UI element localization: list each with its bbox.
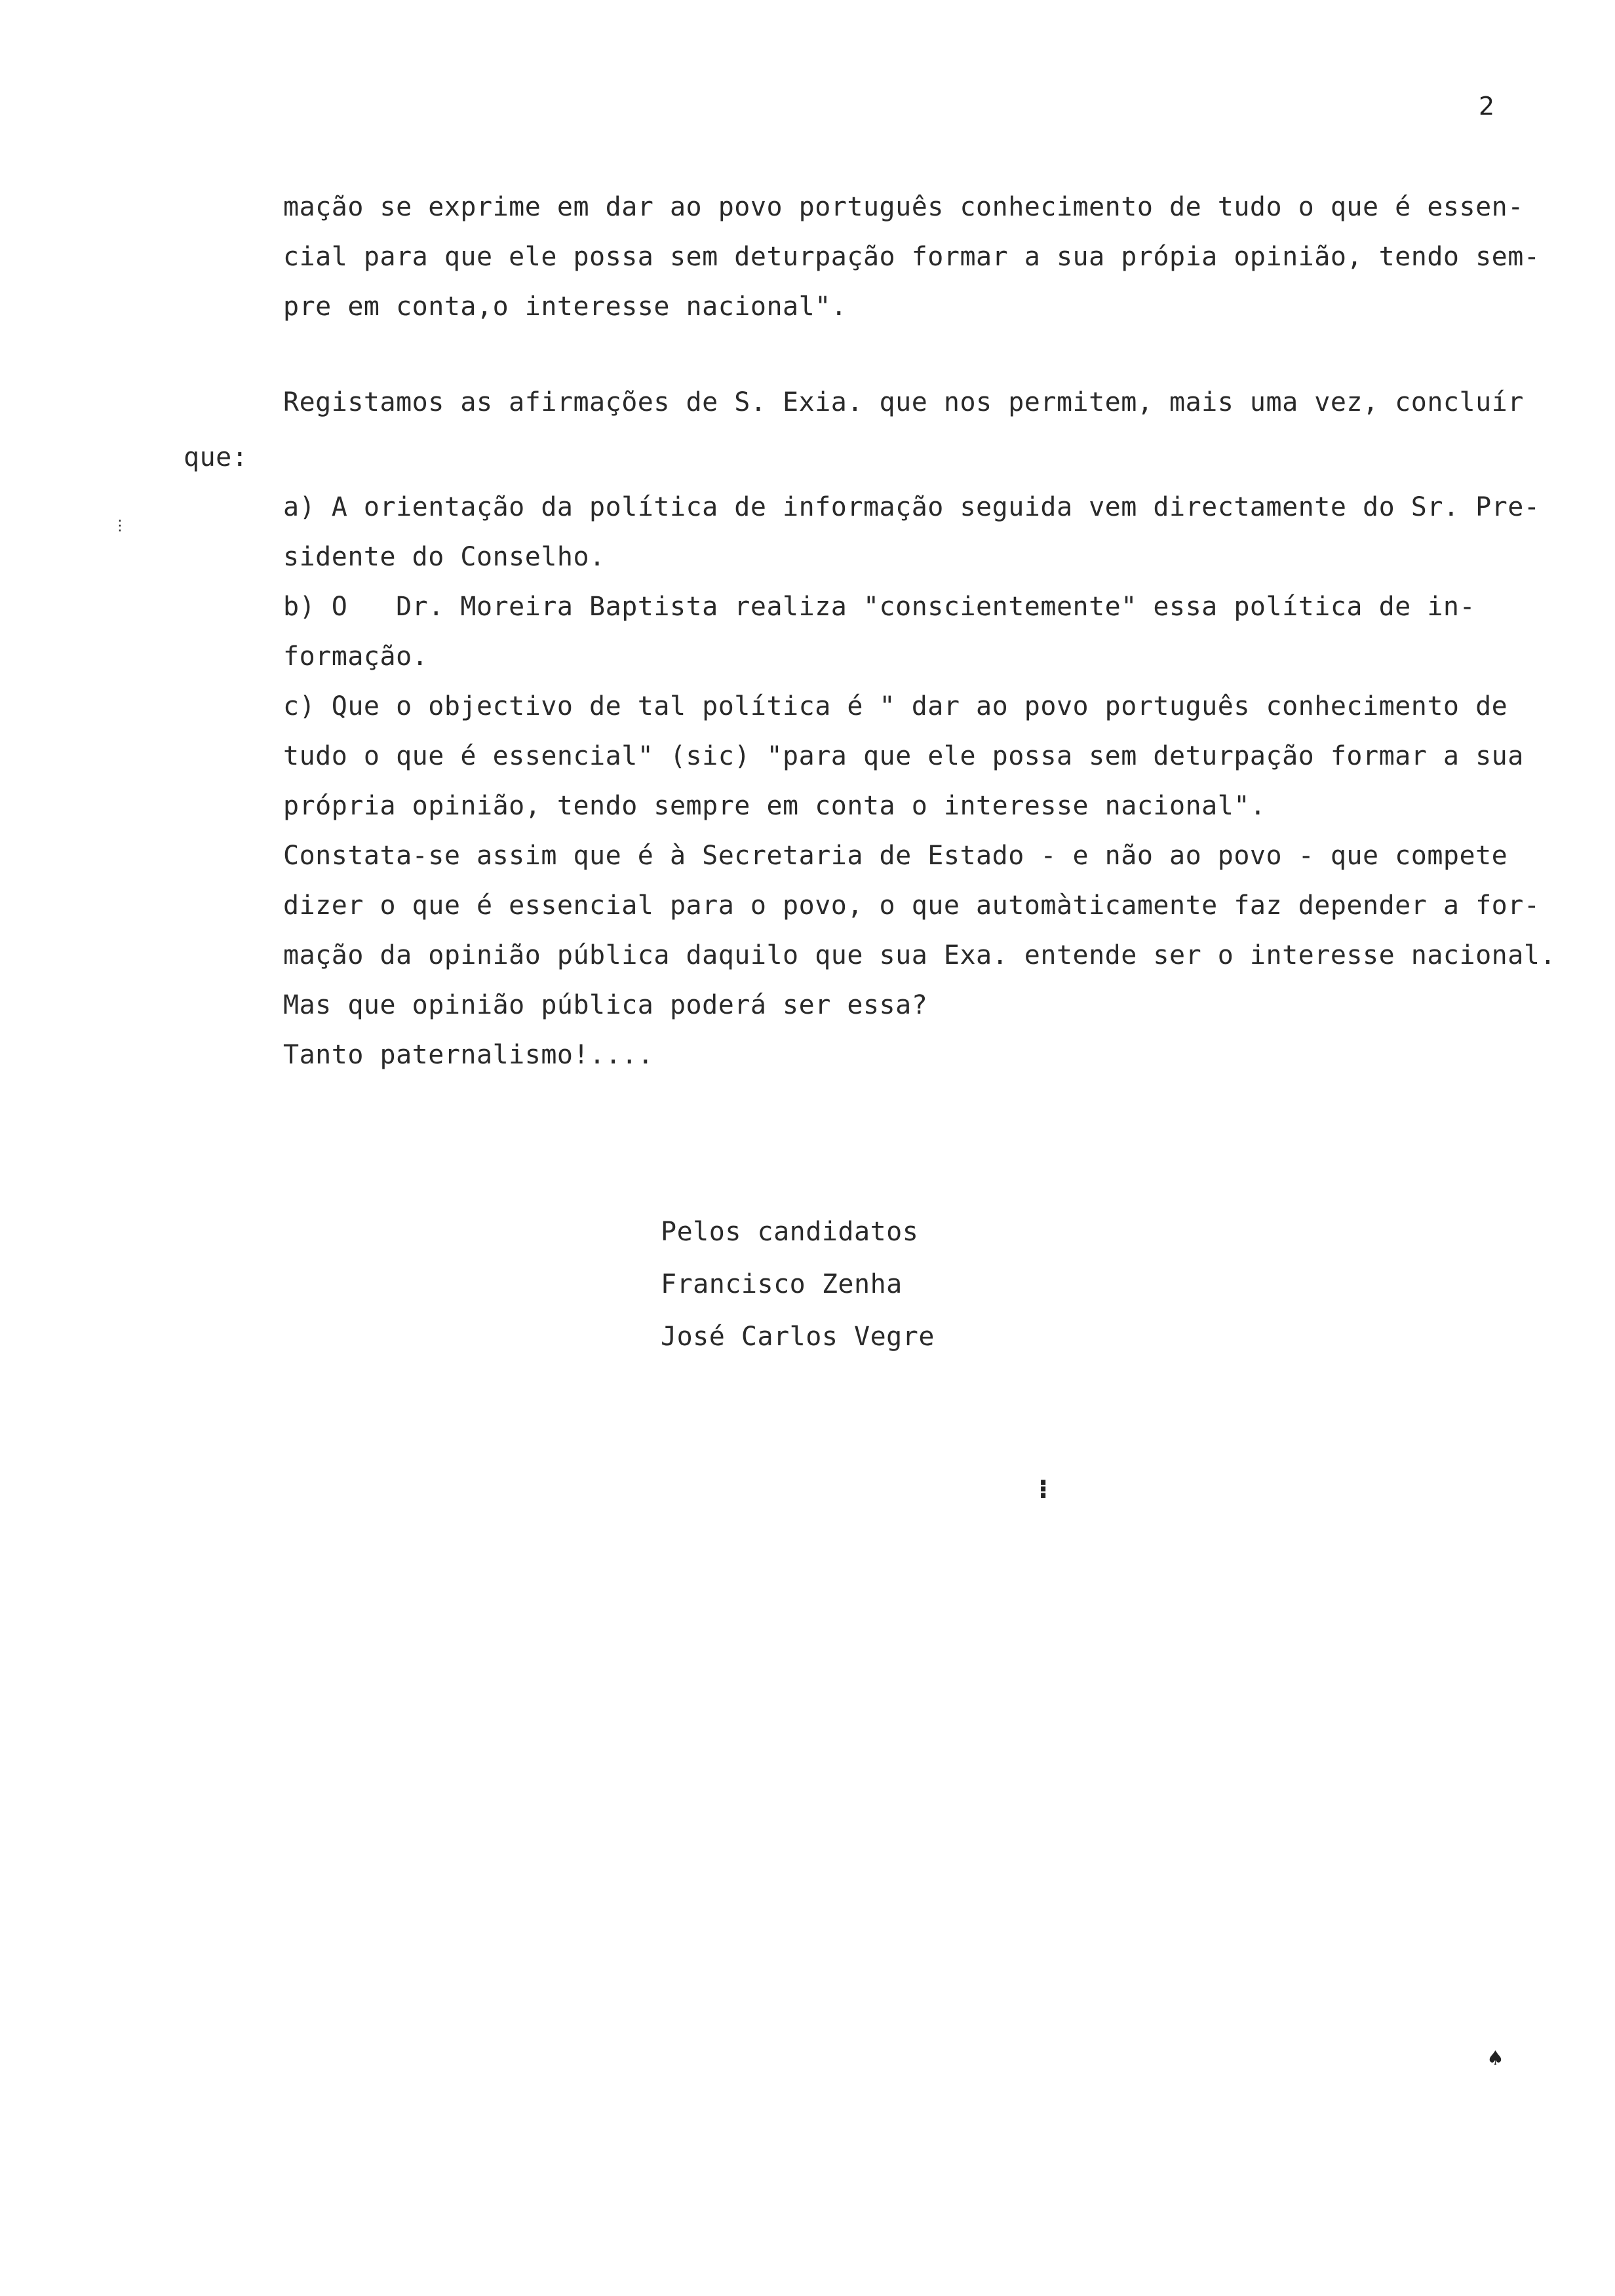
conclusion-line: dizer o que é essencial para o povo, o que automàticamente faz depender a for-	[283, 890, 1540, 921]
signature-name: José Carlos Vegre	[661, 1322, 935, 1352]
page-number: 2	[1479, 92, 1495, 121]
que-label: que:	[184, 442, 248, 472]
conclusion-line: Mas que opinião pública poderá ser essa?	[283, 990, 928, 1020]
scan-speck: ♠	[1487, 2047, 1504, 2070]
body-line: cial para que ele possa sem deturpação formar a sua própia opinião, tendo sem-	[283, 242, 1540, 272]
conclusion-line: tudo o que é essencial" (sic) "para que ele possa sem deturpação formar a sua	[283, 741, 1524, 771]
body-line: pre em conta,o interesse nacional".	[283, 292, 847, 322]
conclusion-line: sidente do Conselho.	[283, 542, 606, 572]
scan-speck: ⁝	[1038, 1474, 1049, 1504]
conclusion-line: b) O Dr. Moreira Baptista realiza "conscientemente" essa política de in-	[283, 592, 1476, 622]
conclusion-line: Tanto paternalismo!....	[283, 1040, 654, 1070]
conclusion-line: Constata-se assim que é à Secretaria de Estado - e não ao povo - que compete	[283, 841, 1508, 871]
signature-name: Francisco Zenha	[661, 1269, 903, 1299]
body-line: Registamos as afirmações de S. Exia. que nos permitem, mais uma vez, concluír	[283, 387, 1524, 417]
body-line: mação se exprime em dar ao povo português conhecimento de tudo o que é essen-	[283, 192, 1524, 222]
conclusion-line: a) A orientação da política de informação seguida vem directamente do Sr. Pre-	[283, 492, 1540, 522]
conclusion-line: c) Que o objectivo de tal política é " dar ao povo português conhecimento de	[283, 691, 1508, 721]
signature-intro: Pelos candidatos	[661, 1217, 919, 1247]
conclusion-line: formação.	[283, 641, 429, 672]
scan-speck: ⋮	[113, 518, 127, 534]
conclusion-line: mação da opinião pública daquilo que sua Exa. entende ser o interesse nacional.	[283, 940, 1556, 970]
conclusion-line: própria opinião, tendo sempre em conta o interesse nacional".	[283, 791, 1266, 821]
